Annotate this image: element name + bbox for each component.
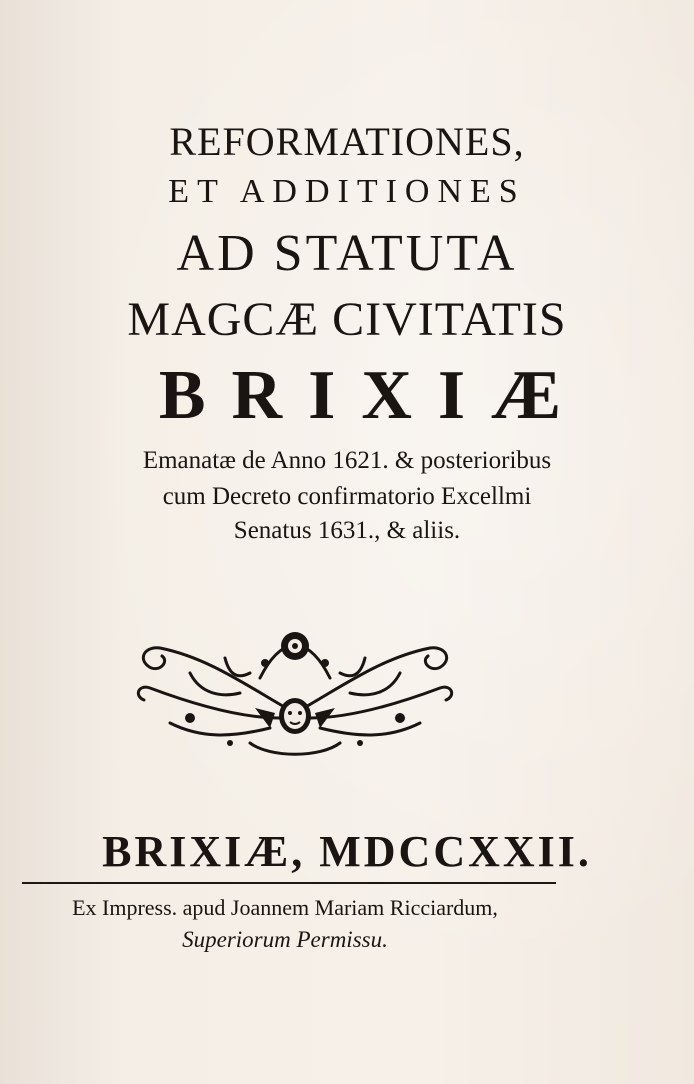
title-line-civitatis: MAGCÆ CIVITATIS (127, 293, 567, 346)
subtitle-line-3: Senatus 1631., & aliis. (233, 517, 461, 544)
title-line-additiones: ET ADDITIONES (168, 173, 526, 210)
subtitle-line-2: cum Decreto confirmatorio Excellmi (162, 483, 532, 510)
permission-line: Superiorum Permissu. (182, 927, 388, 952)
subtitle-line-1: Emanatæ de Anno 1621. & posterioribus (142, 447, 552, 474)
title-line-reformationes: REFORMATIONES, (169, 119, 525, 164)
divider-rule (22, 882, 556, 884)
title-line-brixiae: BRIXIÆ (158, 357, 588, 434)
imprint-place-date: BRIXIÆ, MDCCXXII. (102, 827, 592, 876)
publisher-line: Ex Impress. apud Joannem Mariam Ricciardum, (72, 895, 498, 920)
title-line-ad-statuta: AD STATUTA (176, 225, 518, 282)
woodcut-ornament-icon (130, 618, 460, 768)
